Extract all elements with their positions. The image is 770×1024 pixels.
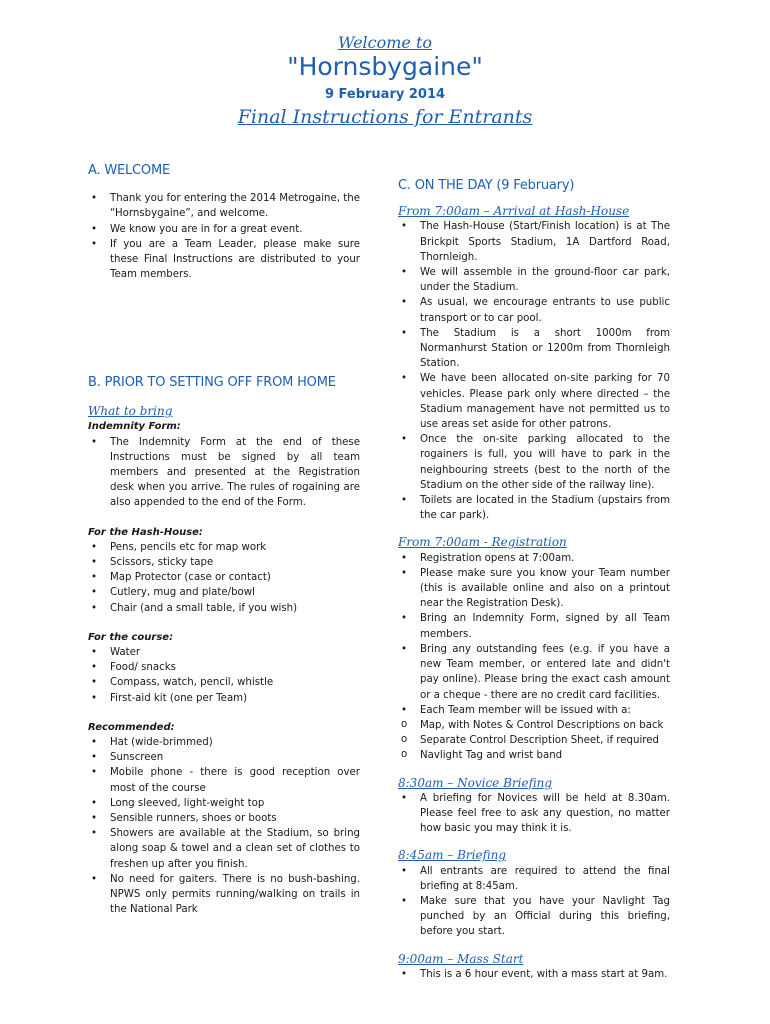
list-item: • The Hash-House (Start/Finish location) is at The Brickpit Sports Stadium, 1A Dartford Road, Thornleigh. [398, 219, 670, 265]
list-item: • If you are a Team Leader, please make sure these Final Instructions are distributed to your Team members. [88, 237, 360, 283]
course-list [88, 645, 360, 706]
list-item: • Cutlery, mug and plate/bowl [88, 585, 360, 600]
list-item: • Scissors, sticky tape [88, 555, 360, 570]
list-item: • No need for gaiters. There is no bush-bashing. NPWS only permits running/walking on trails in the National Park [88, 872, 360, 918]
list-item: • Map Protector (case or contact) [88, 570, 360, 585]
mass-start-list [398, 967, 670, 982]
what-to-bring-heading: What to bring [88, 404, 173, 419]
list-item: • Mobile phone - there is good reception over most of the course [88, 765, 360, 795]
briefing-list [398, 864, 670, 940]
list-item: • Pens, pencils etc for map work [88, 540, 360, 555]
section-c [398, 178, 670, 982]
list-item: • Toilets are located in the Stadium (upstairs from the car park). [398, 493, 670, 523]
novice-list [398, 791, 670, 837]
list-item: • All entrants are required to attend the final briefing at 8:45am. [398, 864, 670, 894]
list-item: • Compass, watch, pencil, whistle [88, 675, 360, 690]
list-item: o Navlight Tag and wrist band [398, 748, 670, 763]
hashhouse-list [88, 540, 360, 616]
list-item: • Sensible runners, shoes or boots [88, 811, 360, 826]
list-item: • Bring an Indemnity Form, signed by all Team members. [398, 611, 670, 641]
list-item: • Sunscreen [88, 750, 360, 765]
list-item: • Bring any outstanding fees (e.g. if you have a new Team member, or entered late and didn't pay online). Please bring the exact cash amount or a cheque - there are no credit card facilities. [398, 642, 670, 703]
mass-start-heading: 9:00am – Mass Start [398, 951, 524, 966]
list-item: • Showers are available at the Stadium, so bring along soap & towel and a clean set of clothes to freshen up after you finish. [88, 826, 360, 872]
list-item: o Map, with Notes & Control Descriptions on back [398, 718, 670, 733]
list-item: • Long sleeved, light-weight top [88, 796, 360, 811]
indemnity-label: Indemnity Form: [88, 421, 181, 433]
hashhouse-label: For the Hash-House: [88, 526, 203, 538]
event-name: "Hornsbygaine" [287, 52, 483, 81]
section-a [88, 163, 360, 282]
list-item: • Registration opens at 7:00am. [398, 551, 670, 566]
list-item: • Each Team member will be issued with a: [398, 703, 670, 718]
issued-items-list [398, 718, 670, 764]
list-item: • Thank you for entering the 2014 Metrogaine, the “Hornsbygaine”, and welcome. [88, 191, 360, 221]
list-item: • Once the on-site parking allocated to the rogainers is full, you will have to park in the neighbouring streets (best to the north of the Stadium on the other side of the railway line). [398, 432, 670, 493]
list-item: • Make sure that you have your Navlight Tag punched by an Official during this briefing, before you start. [398, 894, 670, 940]
list-item: • Water [88, 645, 360, 660]
course-label: For the course: [88, 631, 174, 643]
list-item: • Please make sure you know your Team number (this is available online and also on a printout near the Registration Desk). [398, 566, 670, 612]
list-item: • The Stadium is a short 1000m from Normanhurst Station or 1200m from Thornleigh Station. [398, 326, 670, 372]
section-a-heading: A. WELCOME [88, 163, 170, 178]
list-item: • We know you are in for a great event. [88, 222, 360, 237]
list-item: o Separate Control Description Sheet, if required [398, 733, 670, 748]
list-item: • As usual, we encourage entrants to use public transport or to car pool. [398, 295, 670, 325]
section-c-heading: C. ON THE DAY (9 February) [398, 178, 575, 193]
list-item: • First-aid kit (one per Team) [88, 691, 360, 706]
registration-heading: From 7:00am - Registration [398, 535, 567, 550]
list-item: • The Indemnity Form at the end of these Instructions must be signed by all team members and presented at the Registration desk when you arrive. The rules of rogaining are also appended to the end of the Form. [88, 435, 360, 511]
recommended-label: Recommended: [88, 721, 175, 733]
registration-list [398, 551, 670, 718]
briefing-heading: 8:45am – Briefing [398, 848, 507, 863]
list-item: • This is a 6 hour event, with a mass start at 9am. [398, 967, 670, 982]
list-item: • We have been allocated on-site parking for 70 vehicles. Please park only where directed – the Stadium management have not permitted us to use areas set aside for other patrons. [398, 371, 670, 432]
list-item: • Hat (wide-brimmed) [88, 735, 360, 750]
novice-briefing-heading: 8:30am – Novice Briefing [398, 775, 552, 790]
section-b-heading: B. PRIOR TO SETTING OFF FROM HOME [88, 375, 336, 390]
welcome-list [88, 191, 360, 282]
arrival-heading: From 7:00am – Arrival at Hash-House [398, 204, 630, 219]
list-item: • A briefing for Novices will be held at 8.30am. Please feel free to ask any question, no matter how basic you may think it is. [398, 791, 670, 837]
recommended-list [88, 735, 360, 917]
event-date: 9 February 2014 [324, 87, 446, 102]
list-item: • Food/ snacks [88, 660, 360, 675]
welcome-line: Welcome to [337, 33, 433, 52]
arrival-list [398, 219, 670, 523]
section-b [88, 375, 360, 918]
list-item: • We will assemble in the ground-floor car park, under the Stadium. [398, 265, 670, 295]
indemnity-list [88, 435, 360, 511]
list-item: • Chair (and a small table, if you wish) [88, 601, 360, 616]
document-title: Final Instructions for Entrants [237, 106, 533, 128]
